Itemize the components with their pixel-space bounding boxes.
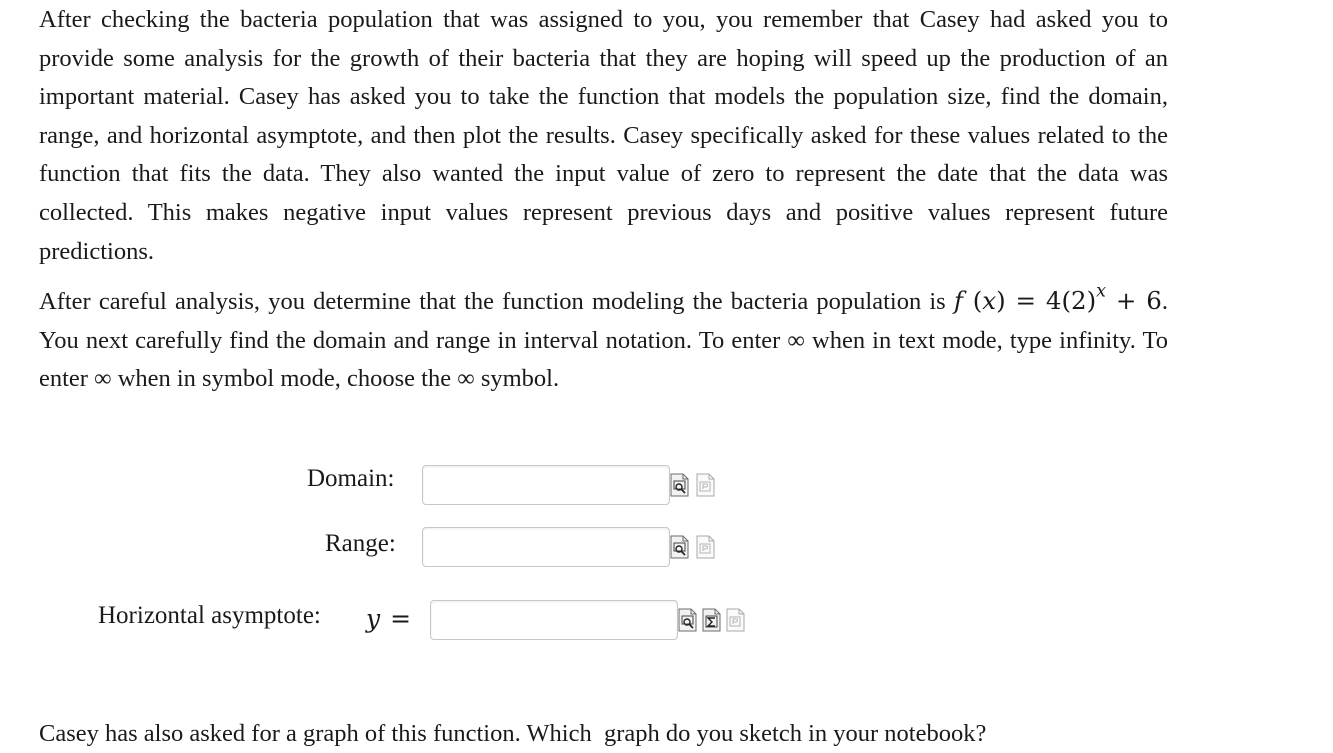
analysis-paragraph: After careful analysis, you determine that the function modeling the bacteria population is f $(x) = 4(2)^x + 6$. You next carefully find the domain and range in interval notation. To enter ∞ when in text mode, type infinity. To enter ∞ when in symbol mode, choose the ∞ symbol. bbox=[39, 281, 1168, 393]
sigma-icon[interactable] bbox=[702, 608, 722, 632]
infinity-symbol: ∞ bbox=[787, 326, 805, 354]
asymptote-label: Horizontal asymptote: bbox=[98, 602, 321, 629]
domain-label: Domain: bbox=[307, 465, 395, 492]
domain-input[interactable] bbox=[422, 465, 670, 505]
preview-icon[interactable] bbox=[670, 473, 690, 497]
asymptote-input[interactable] bbox=[430, 600, 678, 640]
intro-paragraph: After checking the bacteria population that was assigned to you, you remember that Casey had asked you to provide some analysis for the growth of their bacteria that they are hoping will speed up the production of an important material. Casey has asked you to take the function that models the population size, find the domain, range, and horizontal asymptote, and then plot the results. Casey specifically asked for these values related to the function that fits the data. They also wanted the input value of zero to represent the date that the data was collected. This makes negative input values represent previous days and positive values represent future predictions. bbox=[39, 6, 1168, 265]
analysis-lead: After careful analysis, you determine that the function modeling the bacteria population is bbox=[39, 288, 946, 315]
text-mode-icon[interactable] bbox=[726, 608, 746, 632]
asymptote-equation bbox=[366, 604, 411, 633]
equals-sign: = bbox=[390, 604, 412, 633]
range-tools bbox=[670, 535, 716, 559]
infinity-symbol: ∞ bbox=[457, 365, 475, 393]
function-expression: f $(x) = 4(2)^x + 6$ bbox=[953, 281, 1162, 315]
text-mode-icon[interactable] bbox=[696, 535, 716, 559]
graph-question: Casey has also asked for a graph of this function. Which graph do you sketch in your notebook? bbox=[39, 720, 987, 747]
infinity-symbol: ∞ bbox=[94, 365, 112, 393]
analysis-instructions: . You next carefully find the domain and range in interval notation. To enter bbox=[39, 288, 1168, 354]
text-mode-icon[interactable] bbox=[696, 473, 716, 497]
preview-icon[interactable] bbox=[678, 608, 698, 632]
range-row bbox=[325, 530, 396, 558]
domain-row bbox=[307, 465, 395, 493]
domain-tools bbox=[670, 473, 716, 497]
range-label: Range: bbox=[325, 530, 396, 557]
preview-icon[interactable] bbox=[670, 535, 690, 559]
asymptote-variable: y bbox=[366, 604, 381, 633]
asymptote-tools bbox=[678, 608, 746, 632]
range-input[interactable] bbox=[422, 527, 670, 567]
asymptote-row bbox=[98, 602, 321, 630]
